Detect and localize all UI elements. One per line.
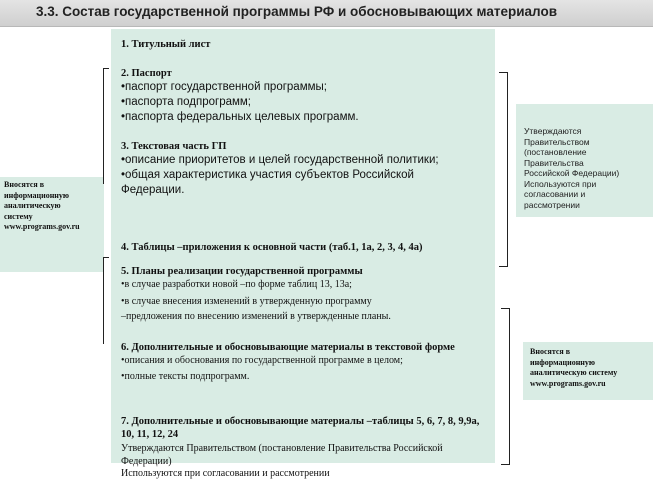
right-note-top-line: (постановление xyxy=(524,147,587,157)
right-note-top-line: Правительством xyxy=(524,136,590,147)
section-5-heading: 5. Планы реализации государственной программы xyxy=(121,266,363,277)
bullet-icon: • xyxy=(121,295,125,307)
left-note-line: www.programs.gov.ru xyxy=(4,222,80,231)
section-5-tail: –предложения по внесению изменений в утвержденные планы. xyxy=(121,311,391,322)
right-bracket-top-tick-1 xyxy=(499,72,508,73)
section-1-heading: 1. Титульный лист xyxy=(121,39,211,50)
right-bracket-top xyxy=(507,72,508,267)
right-note-top-line: рассмотрении xyxy=(524,199,580,210)
list-item: •описания и обоснования по государственной программе в целом; xyxy=(121,355,403,366)
section-plans xyxy=(121,265,493,324)
list-item: •паспорта федеральных целевых программ. xyxy=(121,111,359,123)
right-note-top-line: Используются при xyxy=(524,178,597,189)
bullet-icon: • xyxy=(121,169,126,181)
list-item: •в случае разработки новой –по форме таблиц 13, 13а; xyxy=(121,279,352,290)
title-bar xyxy=(0,0,653,27)
right-bracket-bottom-tick-2 xyxy=(501,464,510,465)
bullet-icon: • xyxy=(121,111,126,123)
right-note-bottom-line: информационную xyxy=(530,357,596,367)
right-note-top-line: Правительства xyxy=(524,157,584,168)
section-passport xyxy=(121,67,493,125)
section-title-page xyxy=(121,38,493,51)
right-note-top-line: согласовании и xyxy=(524,189,586,199)
list-item: •общая характеристика участия субъектов Российской Федерации. xyxy=(121,169,414,196)
left-note xyxy=(4,180,102,233)
section-text-part xyxy=(121,140,493,198)
right-note-top-line: Утверждаются xyxy=(524,126,582,136)
bullet-icon: • xyxy=(121,154,126,166)
list-item: •описание приоритетов и целей государственной политики; xyxy=(121,154,439,166)
section-table-materials xyxy=(121,415,493,481)
list-item: •паспорт государственной программы; xyxy=(121,81,327,93)
left-bracket-bottom-tick xyxy=(103,257,109,258)
left-note-line: Вносятся в xyxy=(4,180,45,189)
left-bracket-top xyxy=(103,68,104,184)
right-note-top xyxy=(524,126,650,210)
section-4-heading: 4. Таблицы –приложения к основной части (таб.1, 1а, 2, 3, 4, 4а) xyxy=(121,242,423,253)
bullet-icon: • xyxy=(121,81,126,93)
list-item: •в случае внесения изменений в утвержденную программу xyxy=(121,295,372,307)
left-note-line: информационную xyxy=(4,190,70,200)
section-tables xyxy=(121,241,493,254)
section-3-heading: 3. Текстовая часть ГП xyxy=(121,141,227,152)
right-bracket-bottom xyxy=(509,308,510,465)
bullet-icon: • xyxy=(121,279,125,290)
section-2-heading: 2. Паспорт xyxy=(121,68,172,79)
right-note-bottom xyxy=(530,347,652,389)
section-6-heading: 6. Дополнительные и обосновывающие материалы в текстовой форме xyxy=(121,342,455,353)
bullet-icon: • xyxy=(121,96,126,108)
section-7-line: Утверждаются Правительством (постановление Правительства Российской Федерации) xyxy=(121,443,443,467)
right-bracket-bottom-tick-1 xyxy=(501,308,510,309)
left-bracket-top-tick xyxy=(103,68,109,69)
left-bracket-bottom xyxy=(103,257,104,344)
section-7-heading: 7. Дополнительные и обосновывающие материалы –таблицы 5, 6, 7, 8, 9,9а, 10, 11, 12, 24 xyxy=(121,416,480,440)
bullet-icon: • xyxy=(121,370,125,382)
right-note-bottom-line: аналитическую систему xyxy=(530,368,618,377)
left-note-line: систему xyxy=(4,211,33,221)
right-note-bottom-line: Вносятся в xyxy=(530,347,571,356)
right-bracket-top-tick-2 xyxy=(499,266,508,267)
bullet-icon: • xyxy=(121,355,125,366)
section-text-materials xyxy=(121,341,493,383)
section-7-line: Используются при согласовании и рассмотрении xyxy=(121,468,330,479)
right-note-top-line: Российской Федерации) xyxy=(524,168,620,178)
left-note-line: аналитическую xyxy=(4,201,61,210)
page-title: 3.3. Состав государственной программы РФ и обосновывающих материалов xyxy=(36,4,557,19)
right-note-bottom-line: www.programs.gov.ru xyxy=(530,378,606,388)
list-item: •полные тексты подпрограмм. xyxy=(121,370,250,382)
list-item: •паспорта подпрограмм; xyxy=(121,96,251,108)
